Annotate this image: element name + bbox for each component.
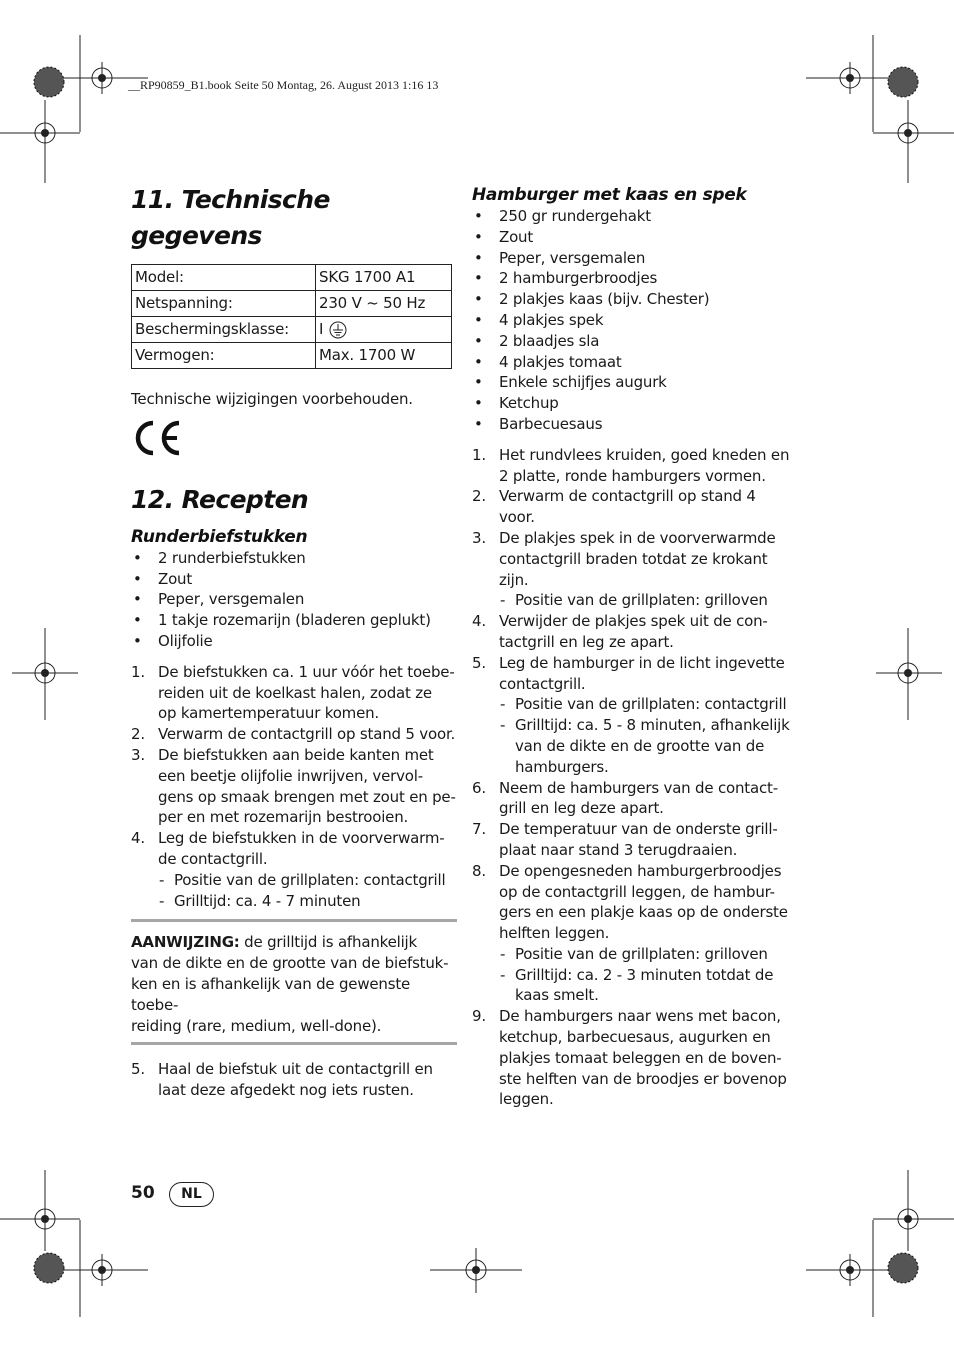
step-text: De temperatuur van de onderste grill- xyxy=(499,820,778,839)
table-row xyxy=(132,291,452,317)
hint-text: de grilltijd is afhankelijk xyxy=(239,933,417,952)
step-text: plaat naar stand 3 terugdraaien. xyxy=(499,840,738,859)
hint-text: ken en is afhankelijk van de gewenste toebe- xyxy=(131,974,411,1014)
print-header: __RP90859_B1.book Seite 50 Montag, 26. August 2013 1:16 13 xyxy=(128,78,439,92)
step-text: De biefstukken ca. 1 uur vóór het toebe- xyxy=(158,662,455,681)
step-number: 9. xyxy=(472,1007,486,1026)
list-item xyxy=(131,724,457,745)
left-column xyxy=(131,182,457,1101)
ground-symbol-icon xyxy=(329,321,347,339)
step-text: gers en een plakje kaas op de onderste xyxy=(499,903,788,922)
recipe-title-steaks: Runderbiefstukken xyxy=(131,526,308,547)
sub-step-line: van de dikte en de grootte van de xyxy=(515,736,765,755)
list-item: • 2 blaadjes sla xyxy=(472,331,802,352)
step-text: contactgrill braden totdat ze krokant xyxy=(499,549,768,568)
list-item: • Zout xyxy=(472,227,802,248)
step-number: 5. xyxy=(472,653,486,672)
step-text: per en met rozemarijn bestrooien. xyxy=(158,808,409,827)
list-item xyxy=(131,1059,457,1101)
table-row xyxy=(132,265,452,291)
step-text: De hamburgers naar wens met bacon, xyxy=(499,1007,781,1026)
step-text: grill en leg deze apart. xyxy=(499,799,664,818)
step-number: 1. xyxy=(472,445,486,464)
step-number: 8. xyxy=(472,861,486,880)
spec-value-cell xyxy=(316,317,452,343)
list-item: • 250 gr rundergehakt xyxy=(472,206,802,227)
ingredient-list xyxy=(472,206,802,435)
step-number: 7. xyxy=(472,820,486,839)
list-item xyxy=(472,1006,802,1110)
spec-value: I xyxy=(319,320,324,339)
list-item xyxy=(472,653,802,778)
step-list xyxy=(131,662,457,912)
list-item: • 1 takje rozemarijn (bladeren geplukt) xyxy=(131,610,457,631)
list-item xyxy=(131,745,457,828)
spec-label: Vermogen: xyxy=(132,343,316,369)
step-list xyxy=(472,445,802,1111)
sub-step xyxy=(499,965,802,1007)
step-number: 4. xyxy=(472,612,486,631)
spec-label: Model: xyxy=(132,265,316,291)
list-item: • Peper, versgemalen xyxy=(131,589,457,610)
sub-step xyxy=(499,715,802,777)
spec-value: Max. 1700 W xyxy=(316,343,452,369)
list-item xyxy=(472,861,802,1007)
page-number: 50 xyxy=(131,1183,155,1203)
sub-step xyxy=(499,944,802,965)
step-text: Verwarm de contactgrill op stand 5 voor. xyxy=(158,725,456,744)
table-row xyxy=(132,343,452,369)
step-text: Haal de biefstuk uit de contactgrill en xyxy=(158,1060,433,1079)
sub-step xyxy=(499,694,802,715)
list-item xyxy=(472,611,802,653)
list-item xyxy=(472,445,802,487)
step-number: 3. xyxy=(131,745,145,764)
hint-text: van de dikte en de grootte van de biefstuk- xyxy=(131,954,449,973)
step-number: 2. xyxy=(472,487,486,506)
step-text: Het rundvlees kruiden, goed kneden en xyxy=(499,445,790,464)
step-text: contactgrill. xyxy=(499,674,586,693)
step-text: 2 platte, ronde hamburgers vormen. xyxy=(499,466,766,485)
step-text: voor. xyxy=(499,508,535,527)
step-text: een beetje olijfolie inwrijven, vervol- xyxy=(158,766,423,785)
step-text: De biefstukken aan beide kanten met xyxy=(158,745,434,764)
step-text: op kamertemperatuur komen. xyxy=(158,704,379,723)
hint-text: reiding (rare, medium, well-done). xyxy=(131,1016,382,1035)
technical-changes-note: Technische wijzigingen voorbehouden. xyxy=(131,390,413,408)
step-text: gens op smaak brengen met zout en pe- xyxy=(158,787,456,806)
sub-step-line: - Grilltijd: ca. 2 - 3 minuten totdat de xyxy=(515,965,774,984)
list-item: • 2 hamburgerbroodjes xyxy=(472,268,802,289)
specs-table xyxy=(131,264,452,369)
step-text: zijn. xyxy=(499,570,529,589)
step-text: leggen. xyxy=(499,1090,554,1109)
step-text: de contactgrill. xyxy=(158,849,268,868)
sub-step-line: - Positie van de grillplaten: grilloven xyxy=(515,591,768,610)
ce-mark-icon xyxy=(131,418,457,458)
hint-label: AANWIJZING: xyxy=(131,933,240,952)
list-item: • Zout xyxy=(131,569,457,590)
sub-step: - Positie van de grillplaten: contactgrill xyxy=(158,870,457,891)
list-item: • Barbecuesaus xyxy=(472,414,802,435)
list-item: • 4 plakjes spek xyxy=(472,310,802,331)
list-item xyxy=(131,828,457,911)
step-text: op de contactgrill leggen, de hambur- xyxy=(499,882,775,901)
hint-divider-bottom xyxy=(131,1042,457,1045)
list-item: • Peper, versgemalen xyxy=(472,248,802,269)
sub-step-line: - Grilltijd: ca. 5 - 8 minuten, afhankelijk xyxy=(515,716,790,735)
ingredient-list xyxy=(131,548,457,652)
spec-label: Beschermingsklasse: xyxy=(132,317,316,343)
step-text: Verwarm de contactgrill op stand 4 xyxy=(499,487,756,506)
sub-step: - Grilltijd: ca. 4 - 7 minuten xyxy=(158,891,457,912)
step-number: 6. xyxy=(472,778,486,797)
step-text: tactgrill en leg ze apart. xyxy=(499,632,674,651)
list-item xyxy=(472,819,802,861)
sub-step-line: - Positie van de grillplaten: contactgrill xyxy=(515,695,787,714)
list-item: • 2 runderbiefstukken xyxy=(131,548,457,569)
step-text: De opengesneden hamburgerbroodjes xyxy=(499,861,782,880)
list-item: • Ketchup xyxy=(472,393,802,414)
step-number: 1. xyxy=(131,662,145,681)
spec-label: Netspanning: xyxy=(132,291,316,317)
step-number: 4. xyxy=(131,829,145,848)
step-text: Neem de hamburgers van de contact- xyxy=(499,778,778,797)
sub-step-line: kaas smelt. xyxy=(515,986,599,1005)
step-text: Verwijder de plakjes spek uit de con- xyxy=(499,612,768,631)
step-list xyxy=(131,1059,457,1101)
step-number: 5. xyxy=(131,1060,145,1079)
step-text: laat deze afgedekt nog iets rusten. xyxy=(158,1081,414,1100)
list-item xyxy=(472,486,802,528)
step-text: Leg de hamburger in de licht ingevette xyxy=(499,653,785,672)
list-item: • Olijfolie xyxy=(131,631,457,652)
hint-divider-top xyxy=(131,919,457,922)
list-item xyxy=(472,778,802,820)
step-text: Leg de biefstukken in de voorverwarm- xyxy=(158,829,445,848)
step-text: De plakjes spek in de voorverwarmde xyxy=(499,528,776,547)
step-text: ketchup, barbecuesaus, augurken en xyxy=(499,1028,771,1047)
step-text: helften leggen. xyxy=(499,924,610,943)
step-number: 2. xyxy=(131,725,145,744)
language-badge: NL xyxy=(169,1182,214,1207)
list-item xyxy=(131,662,457,724)
recipe-title-hamburger: Hamburger met kaas en spek xyxy=(472,185,747,205)
spec-value: SKG 1700 A1 xyxy=(316,265,452,291)
step-text: reiden uit de koelkast halen, zodat ze xyxy=(158,683,432,702)
section-title-technical-data: 11. Technische gegevens xyxy=(131,185,330,250)
sub-step xyxy=(499,590,802,611)
list-item: • 4 plakjes tomaat xyxy=(472,352,802,373)
sub-step-line: hamburgers. xyxy=(515,757,609,776)
table-row xyxy=(132,317,452,343)
list-item: • 2 plakjes kaas (bijv. Chester) xyxy=(472,289,802,310)
step-text: ste helften van de broodjes er bovenop xyxy=(499,1069,787,1088)
sub-step-line: - Positie van de grillplaten: grilloven xyxy=(515,944,768,963)
step-text: plakjes tomaat beleggen en de boven- xyxy=(499,1048,782,1067)
step-number: 3. xyxy=(472,528,486,547)
spec-value: 230 V ~ 50 Hz xyxy=(316,291,452,317)
list-item xyxy=(472,528,802,611)
hint-box xyxy=(131,932,457,1036)
section-title-recipes: 12. Recepten xyxy=(131,484,309,514)
list-item: • Enkele schijfjes augurk xyxy=(472,372,802,393)
right-column xyxy=(472,184,802,1110)
